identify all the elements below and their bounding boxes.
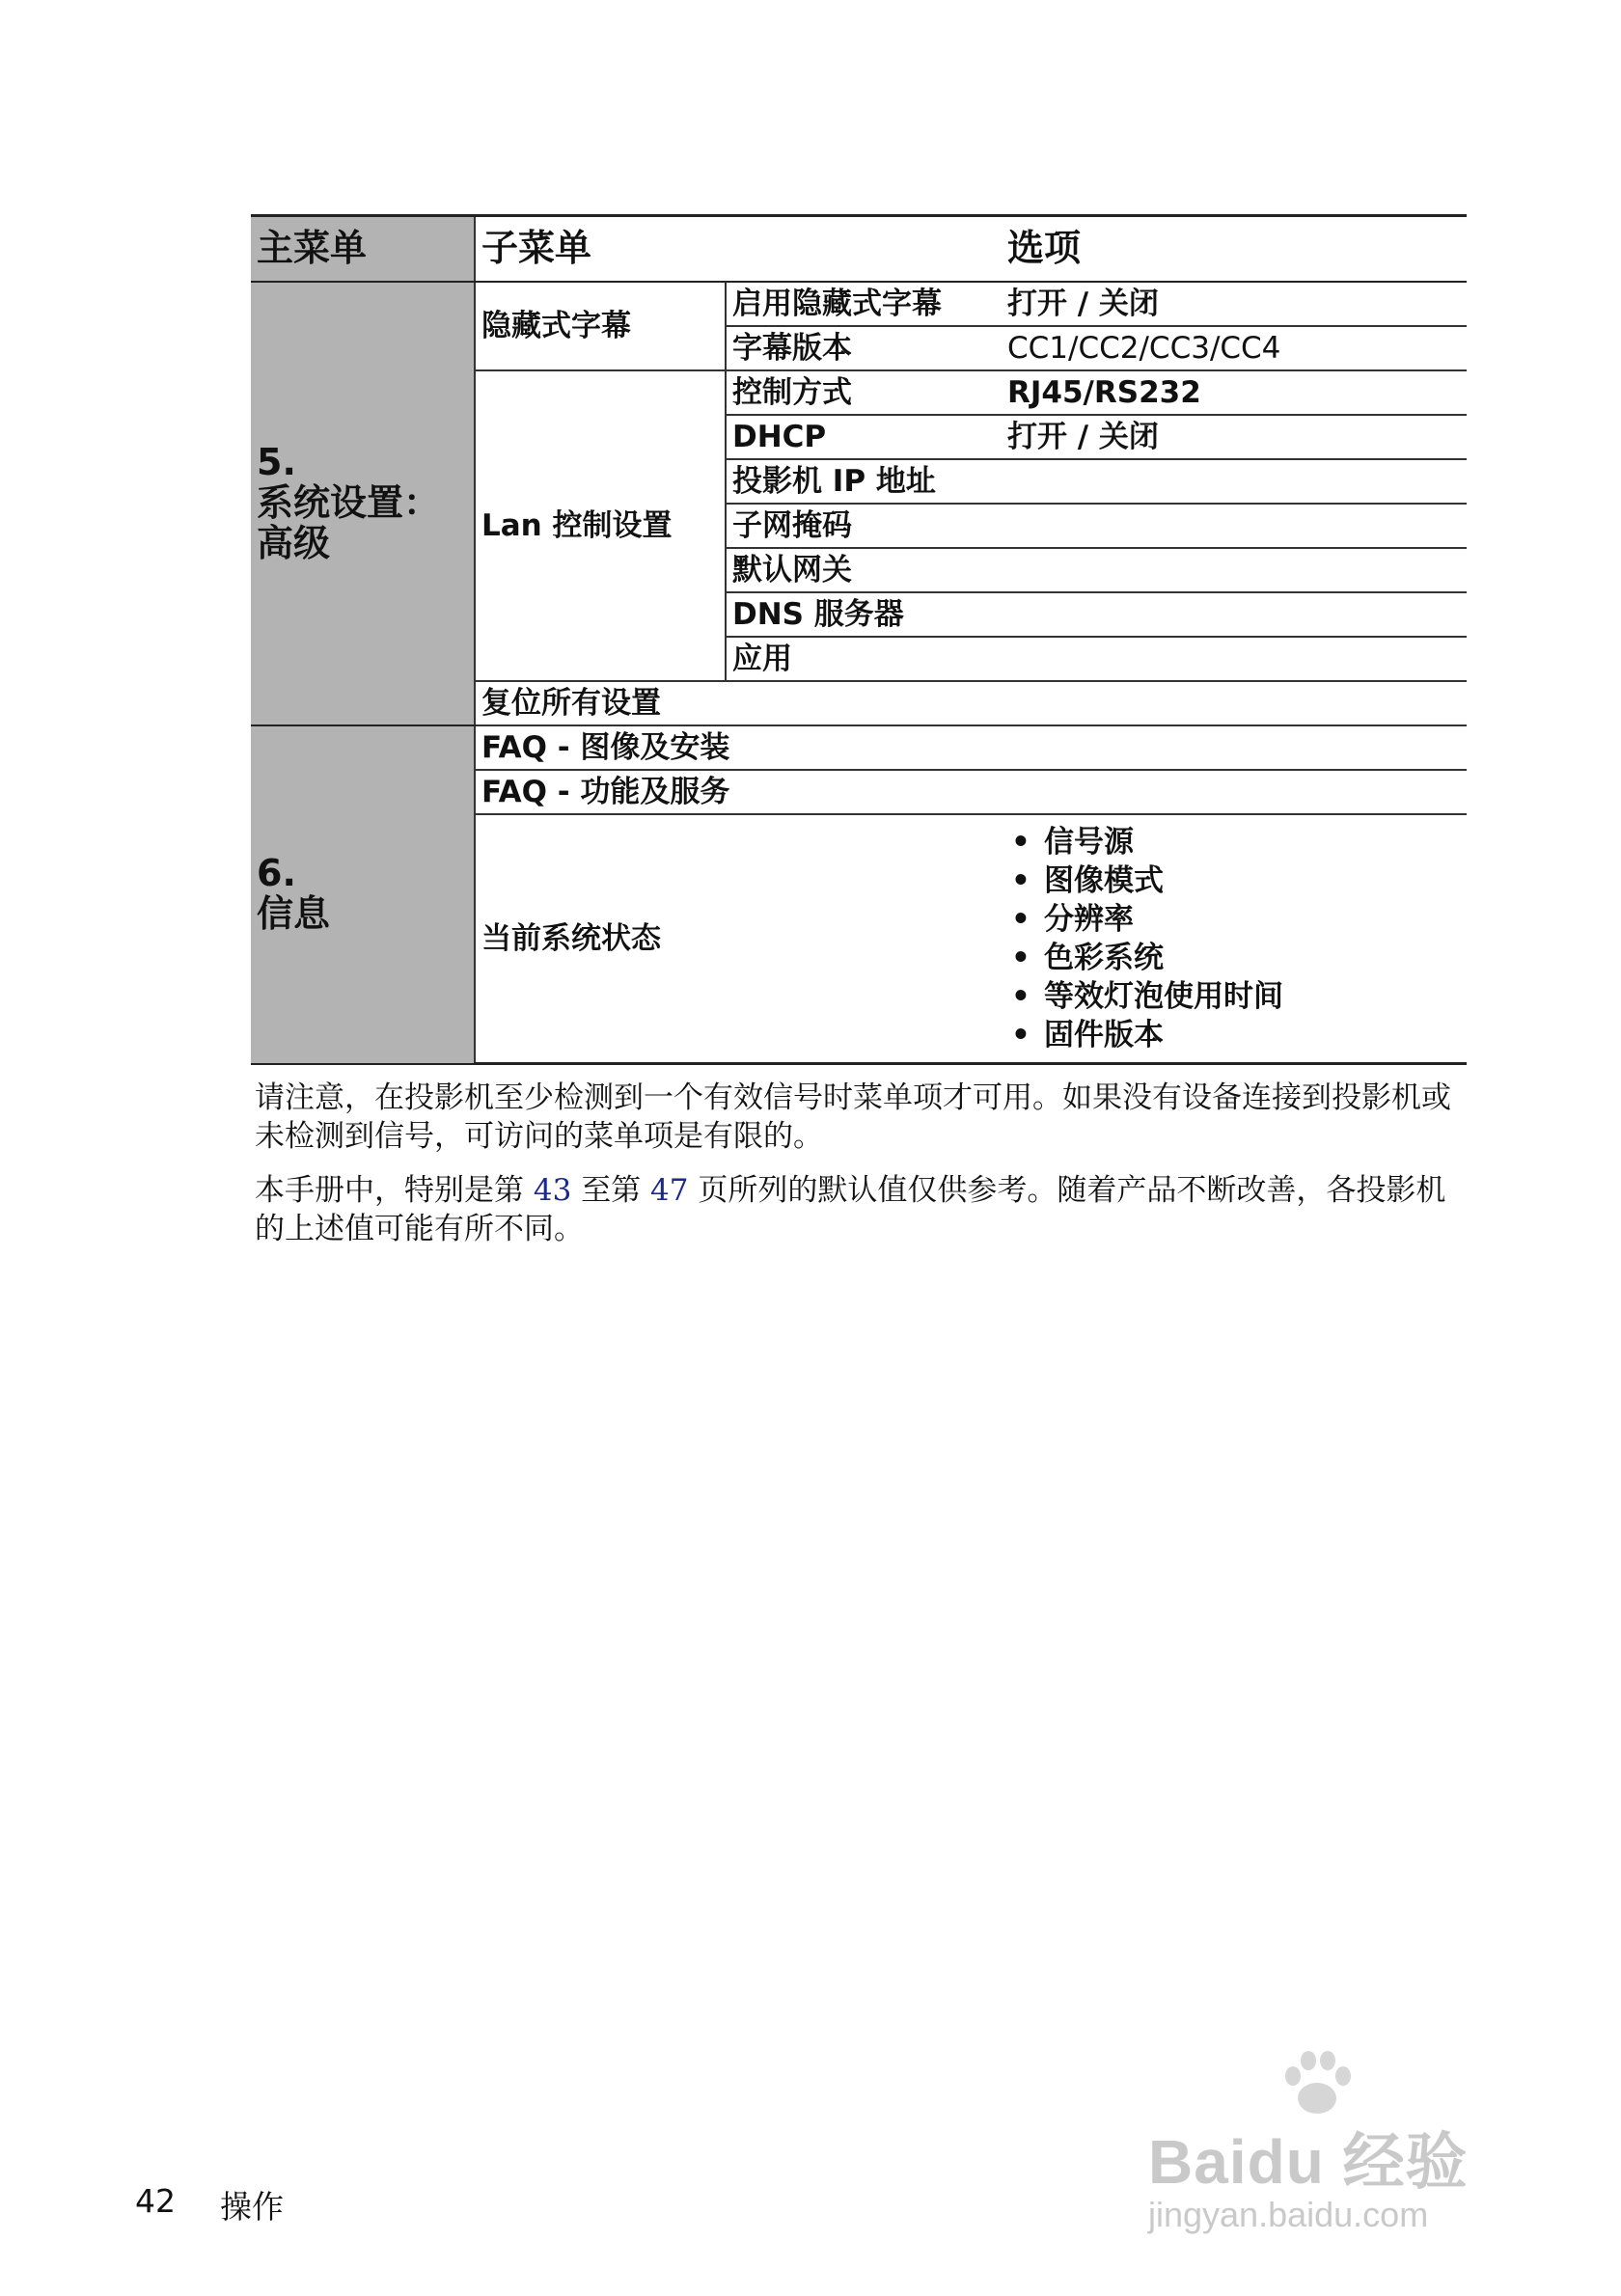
submenu-lan-item: 子网掩码: [726, 504, 1002, 548]
submenu-lan-item: 投影机 IP 地址: [726, 459, 1002, 504]
submenu-faq-function: FAQ - 功能及服务: [475, 770, 1467, 814]
option-cc-version: CC1/CC2/CC3/CC4: [1002, 326, 1467, 370]
main-menu-number: 6.: [257, 852, 296, 895]
page-ref-link[interactable]: 47: [650, 1173, 689, 1208]
list-item: • 信号源: [1007, 823, 1467, 861]
menu-table: [251, 214, 1467, 1065]
submenu-cc-version: 字幕版本: [726, 326, 1002, 370]
paw-icon: [1274, 2045, 1360, 2122]
main-menu-title: 信息: [257, 892, 331, 936]
main-menu-information: [251, 725, 475, 1064]
submenu-reset-all: 复位所有设置: [475, 681, 1467, 725]
submenu-lan-item: 默认网关: [726, 548, 1002, 592]
list-item: • 固件版本: [1007, 1016, 1467, 1054]
page-number: 42: [135, 2182, 176, 2220]
header-options: 选项: [1002, 216, 1467, 283]
option-lan-item: [1002, 504, 1467, 548]
option-lan-item: [1002, 592, 1467, 637]
submenu-lan-item: 控制方式: [726, 370, 1002, 415]
submenu-lan-item: DHCP: [726, 415, 1002, 459]
list-item: • 等效灯泡使用时间: [1007, 977, 1467, 1016]
option-lan-item: [1002, 548, 1467, 592]
option-lan-item: RJ45/RS232: [1002, 370, 1467, 415]
option-lan-item: [1002, 459, 1467, 504]
option-cc-enable: 打开 / 关闭: [1002, 282, 1467, 326]
main-menu-system-advanced: [251, 282, 475, 725]
submenu-current-status: 当前系统状态: [475, 814, 1002, 1064]
submenu-lan-item: 应用: [726, 637, 1002, 681]
header-main-menu: 主菜单: [251, 216, 475, 283]
list-item: • 色彩系统: [1007, 939, 1467, 977]
footer-section: 操作: [220, 2188, 284, 2226]
main-menu-number: 5.: [257, 441, 296, 484]
note-availability: 请注意，在投影机至少检测到一个有效信号时菜单项才可用。如果没有设备连接到投影机或未检测到信号，可访问的菜单项是有限的。: [255, 1080, 1451, 1154]
main-menu-subtitle: 高级: [257, 521, 331, 564]
submenu-lan-item: DNS 服务器: [726, 592, 1002, 637]
note-defaults: [255, 1171, 1451, 1248]
page-ref-link[interactable]: 43: [533, 1173, 572, 1208]
watermark-logo: Baidu 经验: [1148, 2127, 1469, 2197]
list-item: • 图像模式: [1007, 861, 1467, 900]
option-lan-item: [1002, 637, 1467, 681]
option-status-list: [1002, 814, 1467, 1064]
submenu-cc-enable: 启用隐藏式字幕: [726, 282, 1002, 326]
status-items-list: [1007, 815, 1467, 1062]
table-row: [251, 725, 1467, 770]
table-row: [251, 282, 1467, 326]
list-item: • 分辨率: [1007, 900, 1467, 939]
main-menu-title: 系统设置：: [257, 481, 441, 525]
note-text: 至第: [571, 1173, 651, 1208]
header-submenu: 子菜单: [475, 216, 1002, 283]
note-text: 本手册中，特别是第: [255, 1173, 534, 1208]
option-lan-item: 打开 / 关闭: [1002, 415, 1467, 459]
table-header-row: [251, 216, 1467, 283]
submenu-lan-control: Lan 控制设置: [475, 370, 726, 681]
note-text: 页所列的默认值仅供参考。随着产品不断改善，各投影机的上述值可能有所不同。: [255, 1173, 1446, 1246]
baidu-watermark: [1148, 2045, 1544, 2248]
watermark-url: jingyan.baidu.com: [1148, 2195, 1429, 2234]
submenu-closed-caption: 隐藏式字幕: [475, 282, 726, 370]
submenu-faq-image: FAQ - 图像及安装: [475, 725, 1467, 770]
